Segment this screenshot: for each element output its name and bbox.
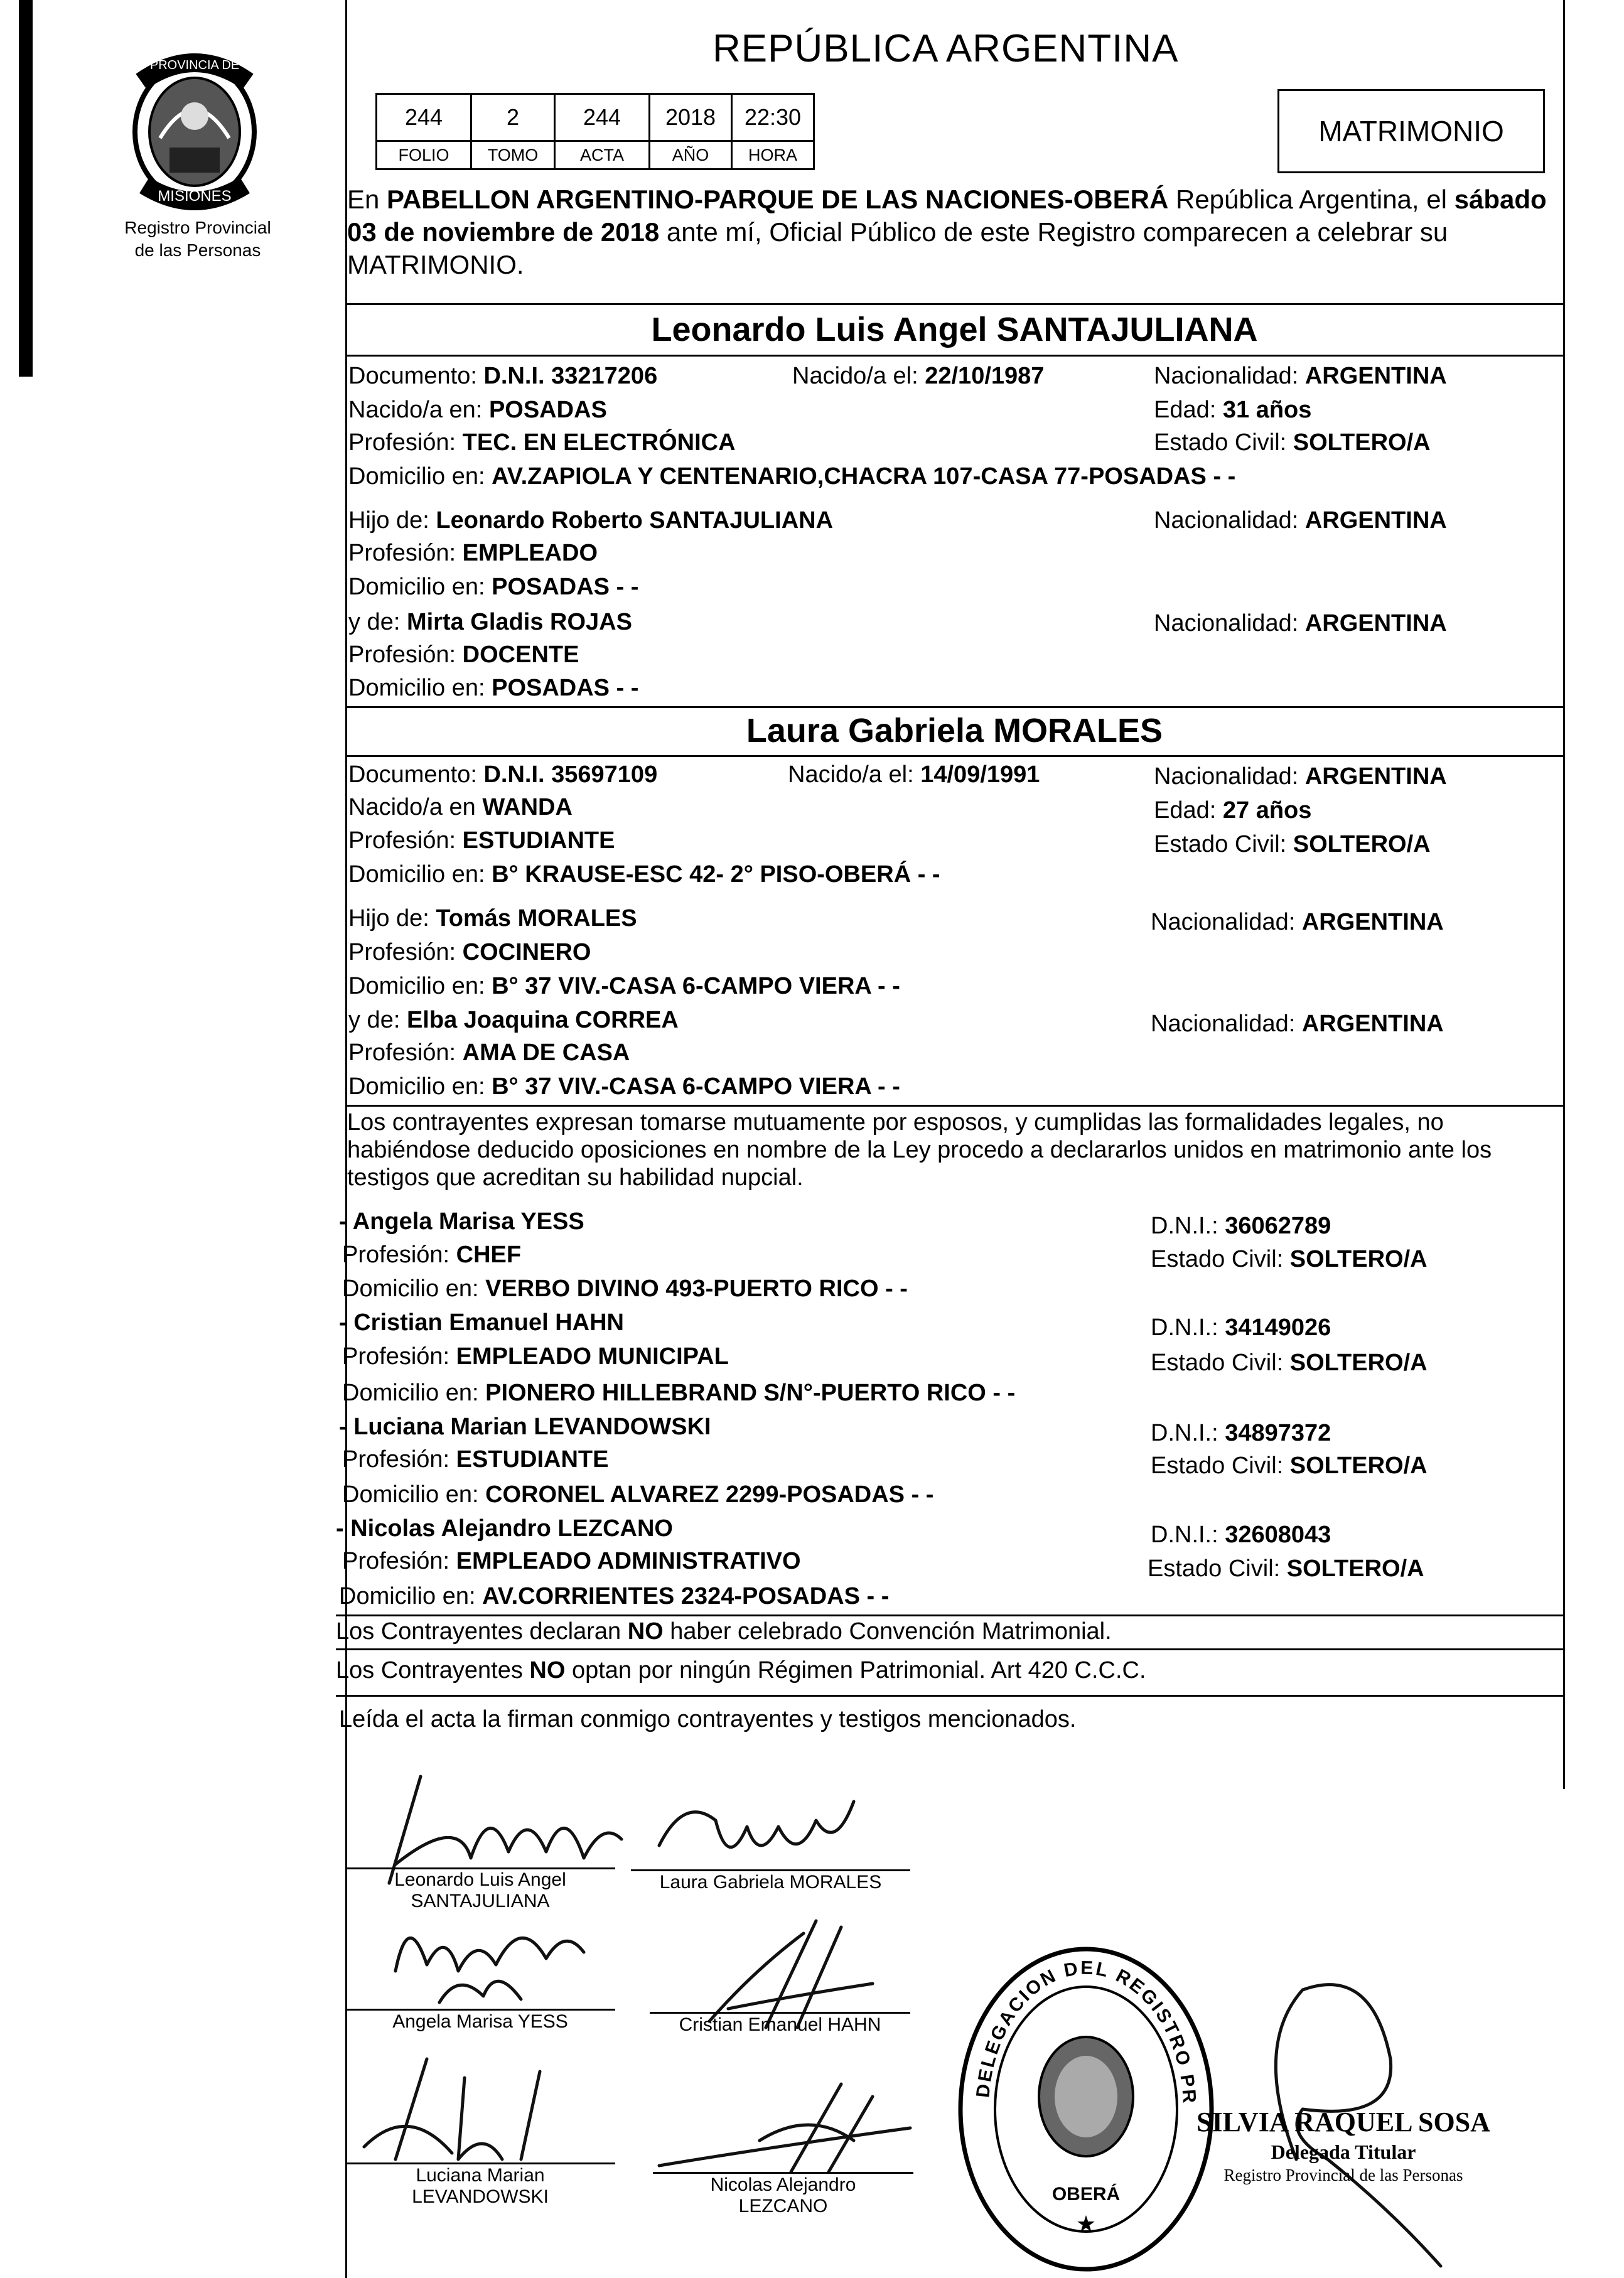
divider (345, 1105, 1565, 1107)
witness-4-address-row: Domicilio en: AV.CORRIENTES 2324-POSADAS - - (339, 1583, 890, 1609)
hora-value: 22:30 (732, 94, 814, 141)
bride-father-profession-row: Profesión: COCINERO (348, 939, 591, 965)
groom-father-nationality: ARGENTINA (1304, 507, 1447, 534)
groom-address-row: Domicilio en: AV.ZAPIOLA Y CENTENARIO,CHACRA 107-CASA 77-POSADAS - - (348, 463, 1236, 490)
bride-father-nationality-row: Nacionalidad: ARGENTINA (1151, 909, 1444, 935)
bride-mother-profession-row: Profesión: AMA DE CASA (348, 1040, 630, 1066)
intro-mid: República Argentina, el (1168, 185, 1455, 214)
groom-profession: TEC. EN ELECTRÓNICA (462, 429, 736, 456)
groom-signature-label: Leonardo Luis Angel SANTAJULIANA (394, 1869, 566, 1911)
witness-4-address: AV.CORRIENTES 2324-POSADAS - - (482, 1583, 890, 1609)
groom-civil-status: SOLTERO/A (1293, 429, 1431, 456)
groom-mother-row: y de: Mirta Gladis ROJAS (348, 609, 632, 635)
bride-father-profession: COCINERO (462, 939, 591, 965)
divider (345, 303, 1565, 305)
witness-4-profession-row: Profesión: EMPLEADO ADMINISTRATIVO (342, 1548, 801, 1574)
witness-2-civil-row: Estado Civil: SOLTERO/A (1151, 1350, 1428, 1376)
declaration-text: Los contrayentes expresan tomarse mutuamente por esposos, y cumplidas las formalidades legales, no habiéndose deducido oposiciones en nombre de la Ley procedo a declararlos unidos en matrimonio ante los testigos que acreditan su habilidad nupcial. (347, 1109, 1492, 1191)
groom-mother-name: Mirta Gladis ROJAS (406, 609, 632, 635)
witness-3-dni-row: D.N.I.: 34897372 (1151, 1420, 1331, 1446)
groom-birthplace: POSADAS (488, 397, 607, 423)
groom-nationality-row: Nacionalidad: ARGENTINA (1154, 363, 1447, 389)
bride-father-address: B° 37 VIV.-CASA 6-CAMPO VIERA - - (492, 973, 900, 999)
bride-father-name: Tomás MORALES (436, 905, 637, 932)
bride-birthplace-row: Nacido/a en WANDA (348, 794, 573, 820)
groom-mother-profession: DOCENTE (462, 642, 579, 668)
closing-statement: Leída el acta la firman conmigo contrayentes y testigos mencionados. (339, 1706, 1077, 1733)
witness-4-dni: 32608043 (1225, 1522, 1331, 1548)
registry-caption-line2: de las Personas (134, 240, 261, 260)
bride-address-row: Domicilio en: B° KRAUSE-ESC 42- 2° PISO-OBERÁ - - (348, 861, 940, 888)
bride-birthdate: 14/09/1991 (920, 761, 1040, 788)
bride-mother-nationality-row: Nacionalidad: ARGENTINA (1151, 1011, 1444, 1037)
groom-mother-nationality: ARGENTINA (1304, 610, 1447, 637)
bride-age-row: Edad: 27 años (1154, 797, 1312, 824)
bride-civil-status-row: Estado Civil: SOLTERO/A (1154, 831, 1431, 857)
witness-3-address-row: Domicilio en: CORONEL ALVAREZ 2299-POSADAS - - (342, 1481, 934, 1508)
ceremony-place: PABELLON ARGENTINO-PARQUE DE LAS NACIONES-OBERÁ (387, 185, 1169, 214)
country-title: REPÚBLICA ARGENTINA (713, 27, 1179, 70)
witness-2-profession-row: Profesión: EMPLEADO MUNICIPAL (342, 1343, 729, 1370)
witness-4-signature (647, 2071, 923, 2178)
groom-address: AV.ZAPIOLA Y CENTENARIO,CHACRA 107-CASA 77-POSADAS - - (492, 463, 1236, 490)
witness-1-address: VERBO DIVINO 493-PUERTO RICO - - (485, 1276, 908, 1302)
bride-mother-name: Elba Joaquina CORREA (406, 1007, 679, 1033)
witness-2-name: - Cristian Emanuel HAHN (339, 1309, 624, 1336)
bride-birthdate-row: Nacido/a el: 14/09/1991 (788, 761, 1040, 788)
witness-3-signature (358, 2053, 584, 2166)
bride-civil-status: SOLTERO/A (1293, 831, 1431, 857)
bride-birthplace: WANDA (482, 794, 573, 820)
groom-birthdate: 22/10/1987 (925, 363, 1045, 389)
witness-1-address-row: Domicilio en: VERBO DIVINO 493-PUERTO RICO - - (342, 1276, 908, 1302)
official-role: Delegada Titular (1271, 2141, 1416, 2163)
groom-civil-status-row: Estado Civil: SOLTERO/A (1154, 429, 1431, 456)
groom-nationality: ARGENTINA (1304, 363, 1447, 389)
witness-3-civil-row: Estado Civil: SOLTERO/A (1151, 1453, 1428, 1479)
groom-documento-row: Documento: D.N.I. 33217206 (348, 363, 658, 389)
groom-age-row: Edad: 31 años (1154, 397, 1312, 423)
intro-prefix: En (347, 185, 387, 214)
witness-3-profession-row: Profesión: ESTUDIANTE (342, 1446, 609, 1473)
witness-3-name: - Luciana Marian LEVANDOWSKI (339, 1414, 711, 1440)
registry-caption-line1: Registro Provincial (124, 218, 271, 237)
groom-father-profession-row: Profesión: EMPLEADO (348, 540, 598, 566)
act-type-box: MATRIMONIO (1277, 89, 1545, 173)
intro-suffix: ante mí, Oficial Público de este Registro comparecen a celebrar su MATRIMONIO. (347, 217, 1448, 279)
groom-birthplace-row: Nacido/a en: POSADAS (348, 397, 607, 423)
witness-1-profession-row: Profesión: CHEF (342, 1242, 522, 1268)
bride-mother-row: y de: Elba Joaquina CORREA (348, 1007, 679, 1033)
witness-1-name: - Angela Marisa YESS (339, 1208, 584, 1235)
bride-address: B° KRAUSE-ESC 42- 2° PISO-OBERÁ - - (492, 861, 940, 888)
groom-name: Leonardo Luis Angel SANTAJULIANA (651, 311, 1258, 348)
regime-statement: Los Contrayentes NO optan por ningún Régimen Patrimonial. Art 420 C.C.C. (336, 1657, 1146, 1684)
left-margin-bar (19, 0, 33, 377)
groom-dni: D.N.I. 33217206 (483, 363, 658, 389)
witness-1-dni-row: D.N.I.: 36062789 (1151, 1213, 1331, 1239)
convention-statement: Los Contrayentes declaran NO haber celebrado Convención Matrimonial. (336, 1618, 1112, 1645)
registry-caption (94, 217, 301, 262)
bride-age: 27 años (1222, 797, 1312, 824)
witness-2-signature-label: Cristian Emanuel HAHN (679, 2014, 881, 2035)
witness-1-civil-status: SOLTERO/A (1289, 1246, 1428, 1272)
ceremony-date: sábado 03 de noviembre de 2018 (347, 185, 1547, 247)
witness-2-signature-line (650, 2012, 910, 2014)
bride-mother-address: B° 37 VIV.-CASA 6-CAMPO VIERA - - (492, 1073, 900, 1100)
intro-paragraph (347, 183, 1562, 281)
tomo-value: 2 (471, 94, 555, 141)
witness-3-signature-label: Luciana Marian LEVANDOWSKI (412, 2165, 549, 2207)
groom-birthdate-row: Nacido/a el: 22/10/1987 (792, 363, 1045, 389)
witness-3-civil-status: SOLTERO/A (1289, 1453, 1428, 1479)
registry-stamp-icon (951, 1921, 1221, 2272)
folio-value: 244 (377, 94, 471, 141)
groom-father-profession: EMPLEADO (462, 540, 598, 566)
witness-1-signature-label: Angela Marisa YESS (392, 2011, 568, 2032)
svg-text:★: ★ (1075, 2211, 1097, 2237)
groom-mother-address-row: Domicilio en: POSADAS - - (348, 675, 639, 701)
bride-nationality-row: Nacionalidad: ARGENTINA (1154, 763, 1447, 790)
bride-father-nationality: ARGENTINA (1301, 909, 1444, 935)
divider (345, 706, 1565, 708)
stamp-city-text: OBERÁ (1051, 2184, 1121, 2205)
divider (345, 355, 1565, 357)
folio-label: FOLIO (377, 141, 471, 169)
groom-mother-profession-row: Profesión: DOCENTE (348, 642, 579, 668)
anio-label: AÑO (650, 141, 732, 169)
divider (336, 1614, 1565, 1616)
bride-signature-label: Laura Gabriela MORALES (659, 1872, 882, 1893)
witness-3-address: CORONEL ALVAREZ 2299-POSADAS - - (485, 1481, 934, 1508)
witness-2-address: PIONERO HILLEBRAND S/N°-PUERTO RICO - - (485, 1380, 1016, 1406)
crest-bottom-text: MISIONES (158, 188, 232, 205)
bride-mother-nationality: ARGENTINA (1301, 1011, 1444, 1037)
official-name: SILVIA RAQUEL SOSA (1196, 2107, 1490, 2137)
witness-4-signature-label: Nicolas Alejandro LEZCANO (710, 2174, 856, 2216)
stamp-ring-text: DELEGACION DEL REGISTRO PR (972, 1957, 1200, 2106)
witness-4-name: - Nicolas Alejandro LEZCANO (336, 1515, 673, 1542)
divider (345, 755, 1565, 757)
witness-4-dni-row: D.N.I.: 32608043 (1151, 1522, 1331, 1548)
bride-profession: ESTUDIANTE (462, 827, 615, 854)
witness-4-civil-status: SOLTERO/A (1286, 1555, 1424, 1582)
bride-mother-profession: AMA DE CASA (462, 1040, 630, 1066)
province-crest-icon (116, 44, 273, 213)
witness-1-signature-line (345, 2009, 615, 2011)
bride-dni: D.N.I. 35697109 (483, 761, 658, 788)
groom-profession-row: Profesión: TEC. EN ELECTRÓNICA (348, 429, 736, 456)
divider (336, 1695, 1565, 1697)
bride-father-row: Hijo de: Tomás MORALES (348, 905, 637, 932)
bride-father-address-row: Domicilio en: B° 37 VIV.-CASA 6-CAMPO VIERA - - (348, 973, 900, 999)
official-organization: Registro Provincial de las Personas (1223, 2166, 1463, 2184)
frame-right-line (1563, 0, 1565, 1789)
hora-label: HORA (732, 141, 814, 169)
witness-1-civil-row: Estado Civil: SOLTERO/A (1151, 1246, 1428, 1272)
groom-father-address-row: Domicilio en: POSADAS - - (348, 574, 639, 600)
witness-2-address-row: Domicilio en: PIONERO HILLEBRAND S/N°-PUERTO RICO - - (342, 1380, 1016, 1406)
tomo-label: TOMO (471, 141, 555, 169)
bride-profession-row: Profesión: ESTUDIANTE (348, 827, 615, 854)
witness-1-profession: CHEF (456, 1242, 522, 1268)
witness-1-dni: 36062789 (1225, 1213, 1331, 1239)
witness-2-dni: 34149026 (1225, 1314, 1331, 1341)
witness-4-signature-line (653, 2172, 913, 2174)
groom-mother-address: POSADAS - - (492, 675, 639, 701)
bride-name: Laura Gabriela MORALES (746, 712, 1163, 749)
witness-4-profession: EMPLEADO ADMINISTRATIVO (456, 1548, 801, 1574)
bride-signature-line (631, 1869, 910, 1871)
groom-age: 31 años (1222, 397, 1312, 423)
crest-top-text: PROVINCIA DE (149, 58, 240, 72)
witness-2-civil-status: SOLTERO/A (1289, 1350, 1428, 1376)
groom-mother-nationality-row: Nacionalidad: ARGENTINA (1154, 610, 1447, 637)
registry-table (375, 93, 815, 170)
groom-father-address: POSADAS - - (492, 574, 639, 600)
witness-3-signature-line (345, 2162, 615, 2164)
witness-2-profession: EMPLEADO MUNICIPAL (456, 1343, 729, 1370)
acta-value: 244 (555, 94, 650, 141)
groom-father-nationality-row: Nacionalidad: ARGENTINA (1154, 507, 1447, 534)
bride-nationality: ARGENTINA (1304, 763, 1447, 790)
groom-father-row: Hijo de: Leonardo Roberto SANTAJULIANA (348, 507, 834, 534)
witness-4-civil-row: Estado Civil: SOLTERO/A (1148, 1555, 1424, 1582)
acta-label: ACTA (555, 141, 650, 169)
divider (336, 1648, 1565, 1650)
witness-1-signature (370, 1889, 609, 2015)
witness-3-dni: 34897372 (1225, 1420, 1331, 1446)
witness-2-dni-row: D.N.I.: 34149026 (1151, 1314, 1331, 1341)
bride-documento-row: Documento: D.N.I. 35697109 (348, 761, 658, 788)
groom-father-name: Leonardo Roberto SANTAJULIANA (436, 507, 834, 534)
bride-signature (647, 1783, 873, 1883)
anio-value: 2018 (650, 94, 732, 141)
bride-mother-address-row: Domicilio en: B° 37 VIV.-CASA 6-CAMPO VIERA - - (348, 1073, 900, 1100)
witness-3-profession: ESTUDIANTE (456, 1446, 609, 1473)
